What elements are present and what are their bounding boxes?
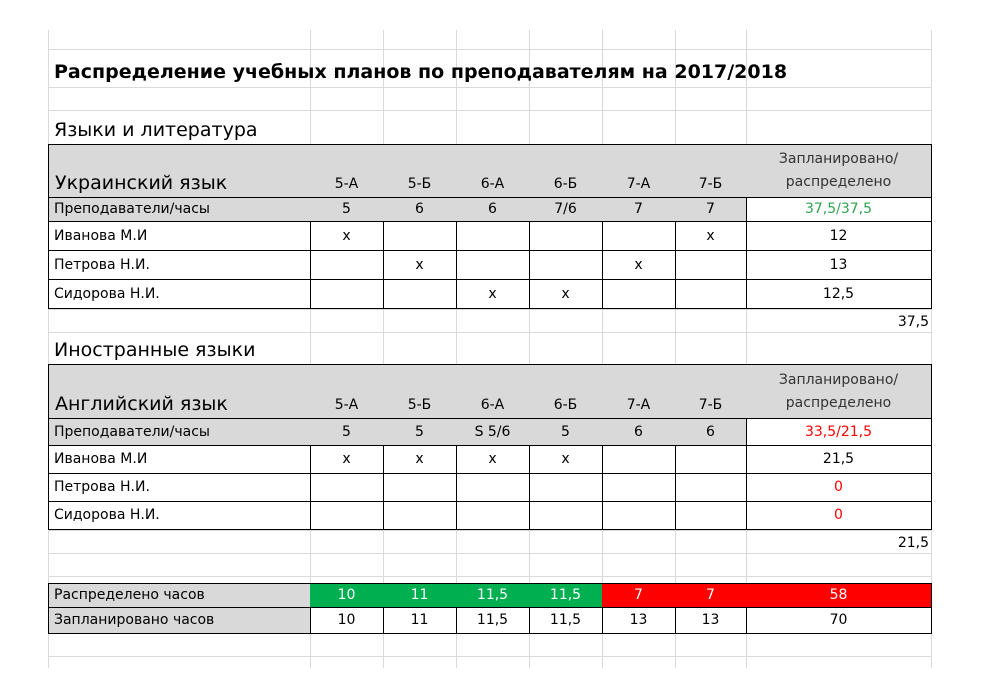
teacher-name-cell[interactable]: Сидорова Н.И. <box>48 280 311 309</box>
teacher-total-cell[interactable]: 0 <box>746 474 932 502</box>
assignment-cell[interactable] <box>456 502 530 530</box>
gridline <box>383 30 384 668</box>
distributed-hours-cell[interactable]: 11,5 <box>456 583 530 608</box>
teacher-total-cell[interactable]: 0 <box>746 502 932 530</box>
class-header[interactable]: 6-Б <box>529 144 603 198</box>
assignment-cell[interactable] <box>383 222 457 251</box>
assignment-cell[interactable] <box>675 502 747 530</box>
hours-row-label[interactable]: Преподаватели/часы <box>48 419 311 446</box>
hours-cell[interactable]: 6 <box>456 198 530 222</box>
planned-hours-cell[interactable]: 13 <box>675 608 747 634</box>
gridline <box>602 30 603 668</box>
class-header[interactable]: 6-А <box>456 364 530 419</box>
gridline <box>48 87 931 88</box>
planned-hours-cell[interactable]: 11,5 <box>529 608 603 634</box>
hours-cell[interactable]: 7 <box>602 198 676 222</box>
gridline <box>675 30 676 668</box>
hours-cell[interactable]: 5 <box>310 419 384 446</box>
gridline <box>48 553 931 554</box>
gridline <box>931 30 932 668</box>
assignment-cell[interactable] <box>310 251 384 280</box>
planned-hours-cell[interactable]: 10 <box>310 608 384 634</box>
assignment-cell[interactable] <box>529 502 603 530</box>
class-header[interactable]: 5-А <box>310 364 384 419</box>
hours-cell[interactable]: 6 <box>383 198 457 222</box>
class-header[interactable]: 6-А <box>456 144 530 198</box>
assignment-cell[interactable]: x <box>383 446 457 474</box>
hours-cell[interactable]: 6 <box>675 419 747 446</box>
assignment-cell[interactable] <box>602 474 676 502</box>
class-header[interactable]: 5-Б <box>383 364 457 419</box>
assignment-cell[interactable] <box>529 222 603 251</box>
subject-header-english[interactable]: Английский язык <box>48 364 311 419</box>
teacher-name-cell[interactable]: Сидорова Н.И. <box>48 502 311 530</box>
hours-cell[interactable]: 7/6 <box>529 198 603 222</box>
class-header[interactable]: 5-А <box>310 144 384 198</box>
assignment-cell[interactable] <box>310 502 384 530</box>
distributed-hours-label[interactable]: Распределено часов <box>48 583 311 608</box>
assignment-cell[interactable] <box>383 280 457 309</box>
hours-cell[interactable]: 5 <box>383 419 457 446</box>
assignment-cell[interactable]: x <box>529 446 603 474</box>
planned-hours-total[interactable]: 70 <box>746 608 932 634</box>
distributed-hours-cell[interactable]: 11 <box>383 583 457 608</box>
teacher-name-cell[interactable]: Петрова Н.И. <box>48 474 311 502</box>
assignment-cell[interactable] <box>602 280 676 309</box>
gridline <box>746 30 747 668</box>
gridline <box>48 656 931 657</box>
class-header[interactable]: 5-Б <box>383 144 457 198</box>
hours-cell[interactable]: 5 <box>310 198 384 222</box>
distributed-hours-cell[interactable]: 7 <box>675 583 747 608</box>
class-header[interactable]: 7-Б <box>675 144 747 198</box>
planned-hours-cell[interactable]: 13 <box>602 608 676 634</box>
planned-hours-cell[interactable]: 11,5 <box>456 608 530 634</box>
assignment-cell[interactable]: x <box>456 280 530 309</box>
teacher-total-cell[interactable]: 12 <box>746 222 932 251</box>
class-header[interactable]: 6-Б <box>529 364 603 419</box>
gridline <box>48 576 931 577</box>
assignment-cell[interactable]: x <box>310 222 384 251</box>
assignment-cell[interactable] <box>529 251 603 280</box>
planned-distributed-header[interactable] <box>746 364 932 419</box>
distributed-label: распределено <box>785 174 892 190</box>
assignment-cell[interactable] <box>456 222 530 251</box>
assignment-cell[interactable] <box>529 474 603 502</box>
assignment-cell[interactable] <box>456 474 530 502</box>
section-title-languages-literature[interactable]: Языки и литература <box>54 119 258 142</box>
assignment-cell[interactable]: x <box>675 222 747 251</box>
assignment-cell[interactable] <box>310 280 384 309</box>
assignment-cell[interactable] <box>675 280 747 309</box>
gridline <box>529 30 530 668</box>
section-title-foreign-languages[interactable]: Иностранные языки <box>54 339 256 362</box>
hours-cell[interactable]: 6 <box>602 419 676 446</box>
class-header[interactable]: 7-Б <box>675 364 747 419</box>
assignment-cell[interactable]: x <box>456 446 530 474</box>
assignment-cell[interactable]: x <box>383 251 457 280</box>
assignment-cell[interactable] <box>383 502 457 530</box>
sheet-title[interactable]: Распределение учебных планов по преподавателям на 2017/2018 <box>54 61 788 84</box>
class-header[interactable]: 7-А <box>602 364 676 419</box>
assignment-cell[interactable]: x <box>310 446 384 474</box>
assignment-cell[interactable] <box>456 251 530 280</box>
assignment-cell[interactable] <box>602 502 676 530</box>
planned-label: Запланировано/ <box>778 371 899 388</box>
subject-header-ukrainian[interactable]: Украинский язык <box>48 144 311 198</box>
gridline <box>456 30 457 668</box>
assignment-cell[interactable] <box>675 446 747 474</box>
assignment-cell[interactable] <box>310 474 384 502</box>
teacher-total-cell[interactable]: 13 <box>746 251 932 280</box>
hours-row-label[interactable]: Преподаватели/часы <box>48 198 311 222</box>
class-header[interactable]: 7-А <box>602 144 676 198</box>
gridline <box>310 30 311 668</box>
block-sum-cell[interactable]: 37,5 <box>897 313 929 330</box>
assignment-cell[interactable] <box>602 446 676 474</box>
distributed-label: распределено <box>785 394 892 411</box>
planned-hours-cell[interactable]: 11 <box>383 608 457 634</box>
planned-distributed-header[interactable] <box>746 144 932 198</box>
teacher-name-cell[interactable]: Петрова Н.И. <box>48 251 311 280</box>
assignment-cell[interactable] <box>675 251 747 280</box>
hours-total-cell[interactable]: 33,5/21,5 <box>746 419 932 446</box>
distributed-hours-cell[interactable]: 7 <box>602 583 676 608</box>
teacher-name-cell[interactable]: Иванова М.И <box>48 222 311 251</box>
hours-total-cell[interactable]: 37,5/37,5 <box>746 198 932 222</box>
hours-cell[interactable]: S 5/6 <box>456 419 530 446</box>
teacher-total-cell[interactable]: 12,5 <box>746 280 932 309</box>
teacher-total-cell[interactable]: 21,5 <box>746 446 932 474</box>
assignment-cell[interactable]: x <box>602 251 676 280</box>
assignment-cell[interactable] <box>602 222 676 251</box>
distributed-hours-cell[interactable]: 11,5 <box>529 583 603 608</box>
hours-cell[interactable]: 7 <box>675 198 747 222</box>
planned-hours-label[interactable]: Запланировано часов <box>48 608 311 634</box>
planned-label: Запланировано/ <box>778 151 899 167</box>
block-sum-cell[interactable]: 21,5 <box>897 534 929 551</box>
teacher-name-cell[interactable]: Иванова М.И <box>48 446 311 474</box>
assignment-cell[interactable] <box>383 474 457 502</box>
assignment-cell[interactable] <box>675 474 747 502</box>
distributed-hours-cell[interactable]: 10 <box>310 583 384 608</box>
assignment-cell[interactable]: x <box>529 280 603 309</box>
hours-cell[interactable]: 5 <box>529 419 603 446</box>
distributed-hours-total[interactable]: 58 <box>746 583 932 608</box>
